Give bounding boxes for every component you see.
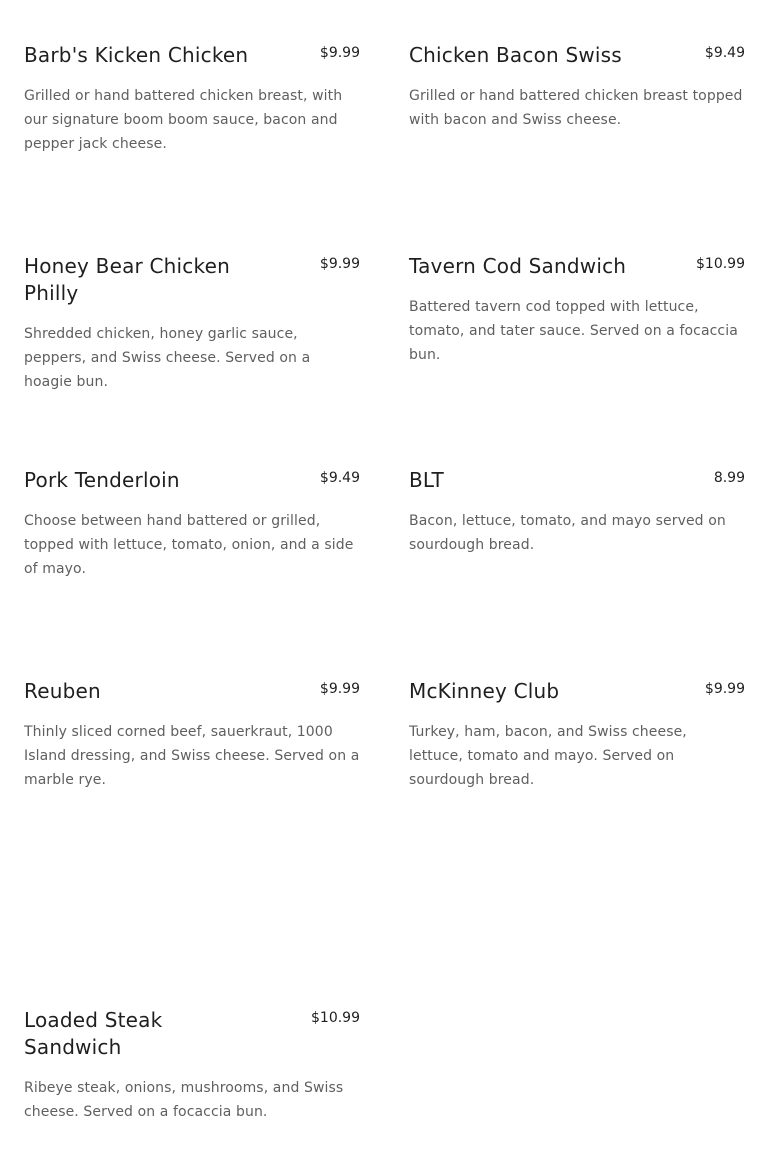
menu-item-description: Grilled or hand battered chicken breast, with our signature boom boom sauce, bacon and pepper jack cheese. [24,88,343,152]
menu-item-description: Bacon, lettuce, tomato, and mayo served on sourdough bread. [409,513,726,553]
menu-item-header [24,42,360,69]
menu-item-name: Chicken Bacon Swiss [409,43,622,67]
menu-item-price: $9.99 [319,45,360,61]
menu-item-description: Ribeye steak, onions, mushrooms, and Swiss cheese. Served on a focaccia bun. [24,1080,344,1120]
menu-item-header [409,253,745,280]
menu-item-mckinney-club [409,678,745,792]
menu-item-header [24,467,360,494]
menu-item-price: $9.49 [319,470,360,486]
menu-item-barbs-kicken-chicken [24,42,360,156]
menu-item-header [24,678,360,705]
menu-item-name: McKinney Club [409,679,560,703]
menu-item-name: Honey Bear Chicken Philly [24,254,230,305]
menu-item-description: Thinly sliced corned beef, sauerkraut, 1000 Island dressing, and Swiss cheese. Served on a marble rye. [24,724,360,788]
menu-item-loaded-steak-sandwich [24,1007,360,1124]
menu-item-name: Reuben [24,679,101,703]
menu-item-header [24,1007,360,1061]
menu-item-chicken-bacon-swiss [409,42,745,132]
menu-item-description: Shredded chicken, honey garlic sauce, peppers, and Swiss cheese. Served on a hoagie bun. [24,326,311,390]
menu-item-name: BLT [409,468,444,492]
menu-item-description: Turkey, ham, bacon, and Swiss cheese, lettuce, tomato and mayo. Served on sourdough bread. [409,724,687,788]
menu-item-name: Loaded Steak Sandwich [24,1008,163,1059]
menu-item-description: Choose between hand battered or grilled, topped with lettuce, tomato, onion, and a side of mayo. [24,513,354,577]
menu-item-price: $10.99 [311,1010,360,1026]
menu-item-price: $10.99 [696,256,745,272]
menu-item-price: $9.99 [704,681,745,697]
menu-item-name: Tavern Cod Sandwich [409,254,627,278]
menu-item-pork-tenderloin [24,467,360,581]
menu-item-blt [409,467,745,557]
menu-item-price: $9.99 [319,681,360,697]
menu-item-header [409,678,745,705]
menu-item-name: Pork Tenderloin [24,468,180,492]
menu-item-description: Battered tavern cod topped with lettuce, tomato, and tater sauce. Served on a focaccia bun. [409,299,738,363]
menu-item-description: Grilled or hand battered chicken breast topped with bacon and Swiss cheese. [409,88,743,128]
menu-item-header [24,253,360,307]
menu-item-reuben [24,678,360,792]
menu-item-header [409,467,745,494]
menu-item-tavern-cod-sandwich [409,253,745,367]
menu-item-header [409,42,745,69]
menu-item-price: 8.99 [713,470,745,486]
menu-item-name: Barb's Kicken Chicken [24,43,249,67]
menu-item-price: $9.99 [319,256,360,272]
menu-item-price: $9.49 [704,45,745,61]
menu-item-honey-bear-chicken-philly [24,253,360,394]
